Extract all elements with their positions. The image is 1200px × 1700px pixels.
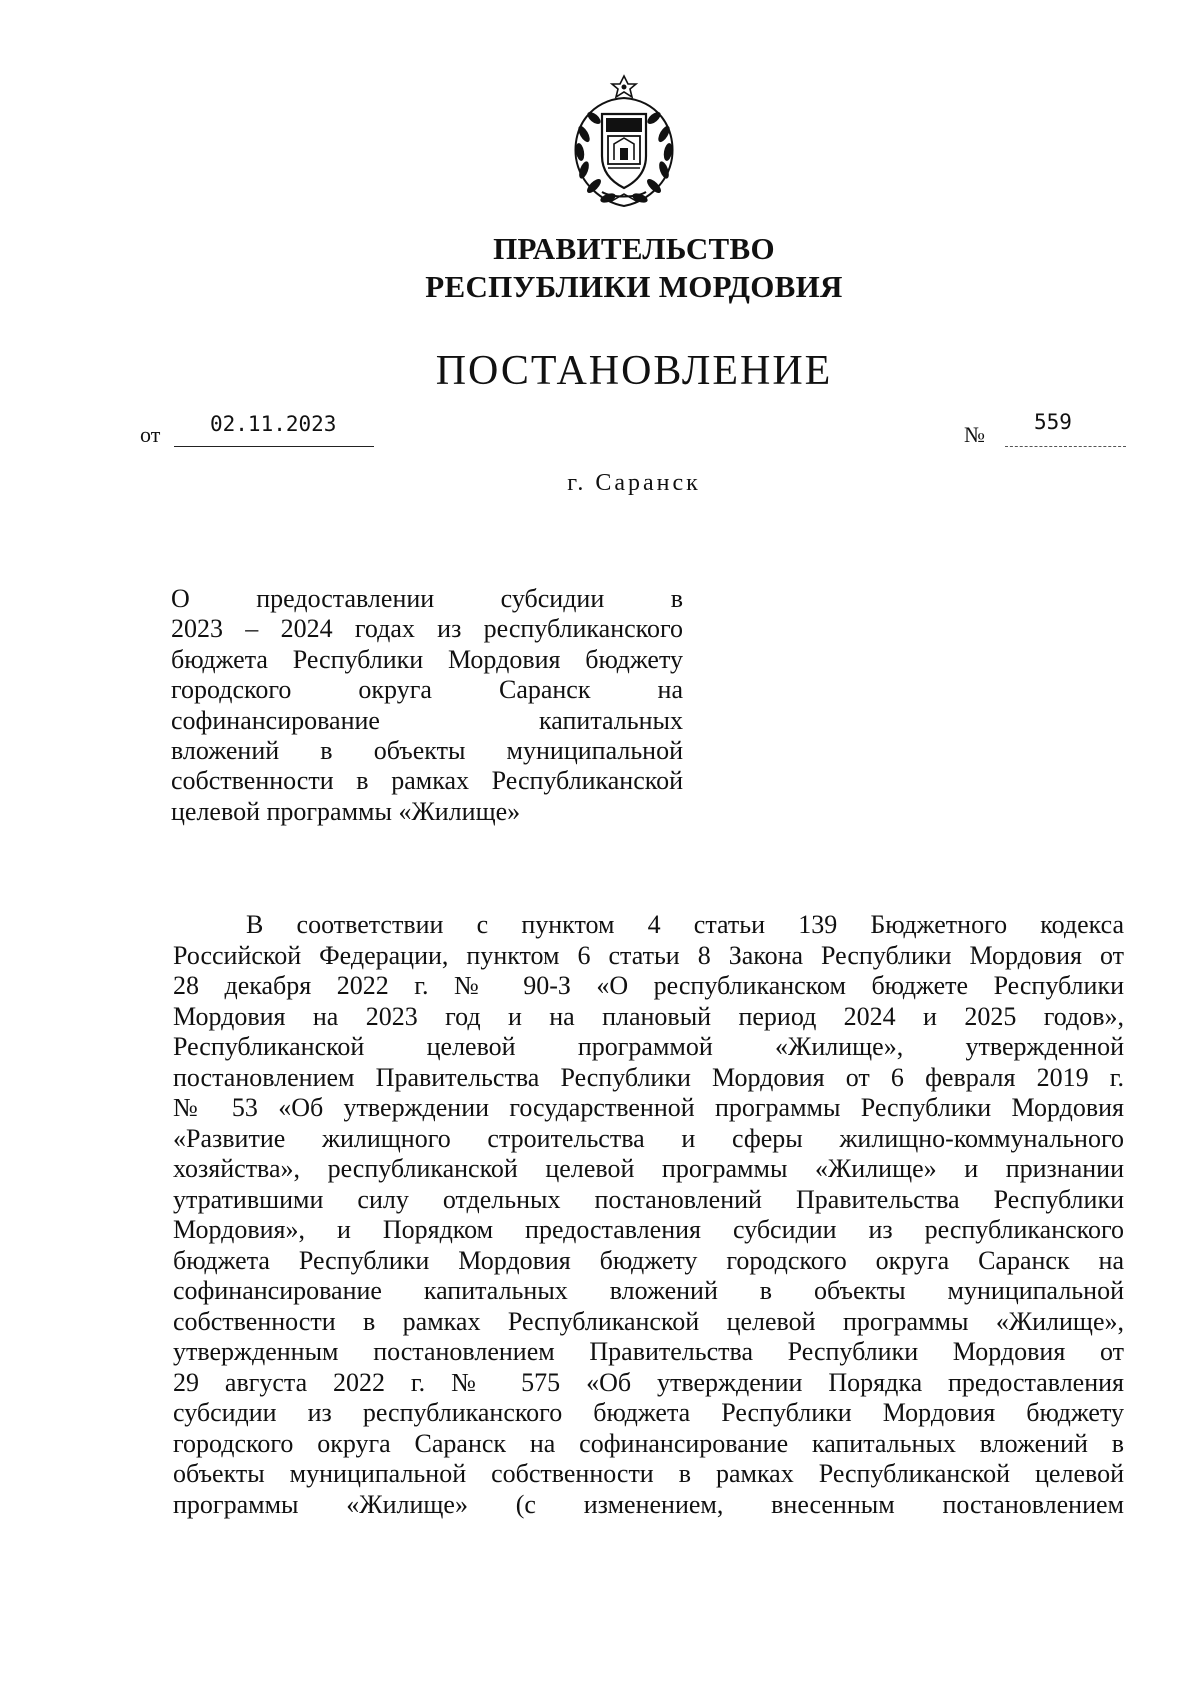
document-number: 559 bbox=[1034, 410, 1072, 434]
organization-name-line2: РЕСПУБЛИКИ МОРДОВИЯ bbox=[425, 269, 843, 304]
body-line: городского округа Саранск на софинансирование капитальных вложений в bbox=[173, 1428, 1124, 1458]
number-underline bbox=[1005, 446, 1126, 447]
date-underline bbox=[174, 446, 374, 447]
body-line: 28 декабря 2022 г. № 90-З «О республиканском бюджете Республики bbox=[173, 971, 1124, 1000]
document-date: 02.11.2023 bbox=[210, 412, 337, 436]
subject-line: бюджета Республики Мордовия бюджету bbox=[171, 644, 683, 674]
subject-line: вложений в объекты муниципальной bbox=[171, 735, 683, 765]
date-prefix: от bbox=[140, 422, 161, 447]
body-line: Российской Федерации, пунктом 6 статьи 8 Закона Республики Мордовия от bbox=[173, 940, 1124, 970]
body-line: программы «Жилище» (с изменением, внесенным постановлением bbox=[173, 1489, 1124, 1519]
document-subject bbox=[171, 584, 683, 827]
organization-name-line1: ПРАВИТЕЛЬСТВО bbox=[493, 231, 775, 266]
body-line: объекты муниципальной собственности в рамках Республиканской целевой bbox=[173, 1459, 1124, 1488]
body-line: 29 августа 2022 г. № 575 «Об утверждении Порядка предоставления bbox=[173, 1367, 1124, 1397]
subject-line: О предоставлении субсидии в bbox=[171, 584, 683, 613]
subject-line: городского округа Саранск на bbox=[171, 675, 683, 705]
subject-line: собственности в рамках Республиканской bbox=[171, 766, 683, 796]
body-line: утратившими силу отдельных постановлений Правительства Республики bbox=[173, 1184, 1124, 1214]
document-type-title: ПОСТАНОВЛЕНИЕ bbox=[435, 348, 833, 394]
body-line: В соответствии с пунктом 4 статьи 139 Бюджетного кодекса bbox=[246, 910, 1124, 939]
city-name: г. Саранск bbox=[567, 470, 701, 496]
subject-line: 2023 – 2024 годах из республиканского bbox=[171, 614, 683, 644]
body-line: Республиканской целевой программой «Жилище», утвержденной bbox=[173, 1032, 1124, 1061]
body-line: бюджета Республики Мордовия бюджету городского округа Саранск на bbox=[173, 1245, 1124, 1275]
subject-line: целевой программы «Жилище» bbox=[171, 796, 521, 826]
body-line: № 53 «Об утверждении государственной программы Республики Мордовия bbox=[173, 1093, 1124, 1122]
subject-line: софинансирование капитальных bbox=[171, 705, 683, 735]
coat-of-arms-icon bbox=[562, 74, 686, 210]
body-line: постановлением Правительства Республики Мордовия от 6 февраля 2019 г. bbox=[173, 1062, 1124, 1092]
body-line: Мордовия на 2023 год и на плановый период 2024 и 2025 годов», bbox=[173, 1001, 1124, 1031]
body-line: утвержденным постановлением Правительства Республики Мордовия от bbox=[173, 1337, 1124, 1366]
body-line: «Развитие жилищного строительства и сферы жилищно-коммунального bbox=[173, 1123, 1124, 1153]
body-line: софинансирование капитальных вложений в объекты муниципальной bbox=[173, 1276, 1124, 1305]
date-number-row bbox=[140, 410, 1126, 450]
body-line: собственности в рамках Республиканской целевой программы «Жилище», bbox=[173, 1306, 1124, 1336]
body-line: хозяйства», республиканской целевой программы «Жилище» и признании bbox=[173, 1154, 1124, 1183]
body-line: Мордовия», и Порядком предоставления субсидии из республиканского bbox=[173, 1215, 1124, 1244]
document-body bbox=[173, 910, 1124, 1520]
body-line: субсидии из республиканского бюджета Республики Мордовия бюджету bbox=[173, 1398, 1124, 1427]
number-prefix: № bbox=[964, 422, 985, 447]
